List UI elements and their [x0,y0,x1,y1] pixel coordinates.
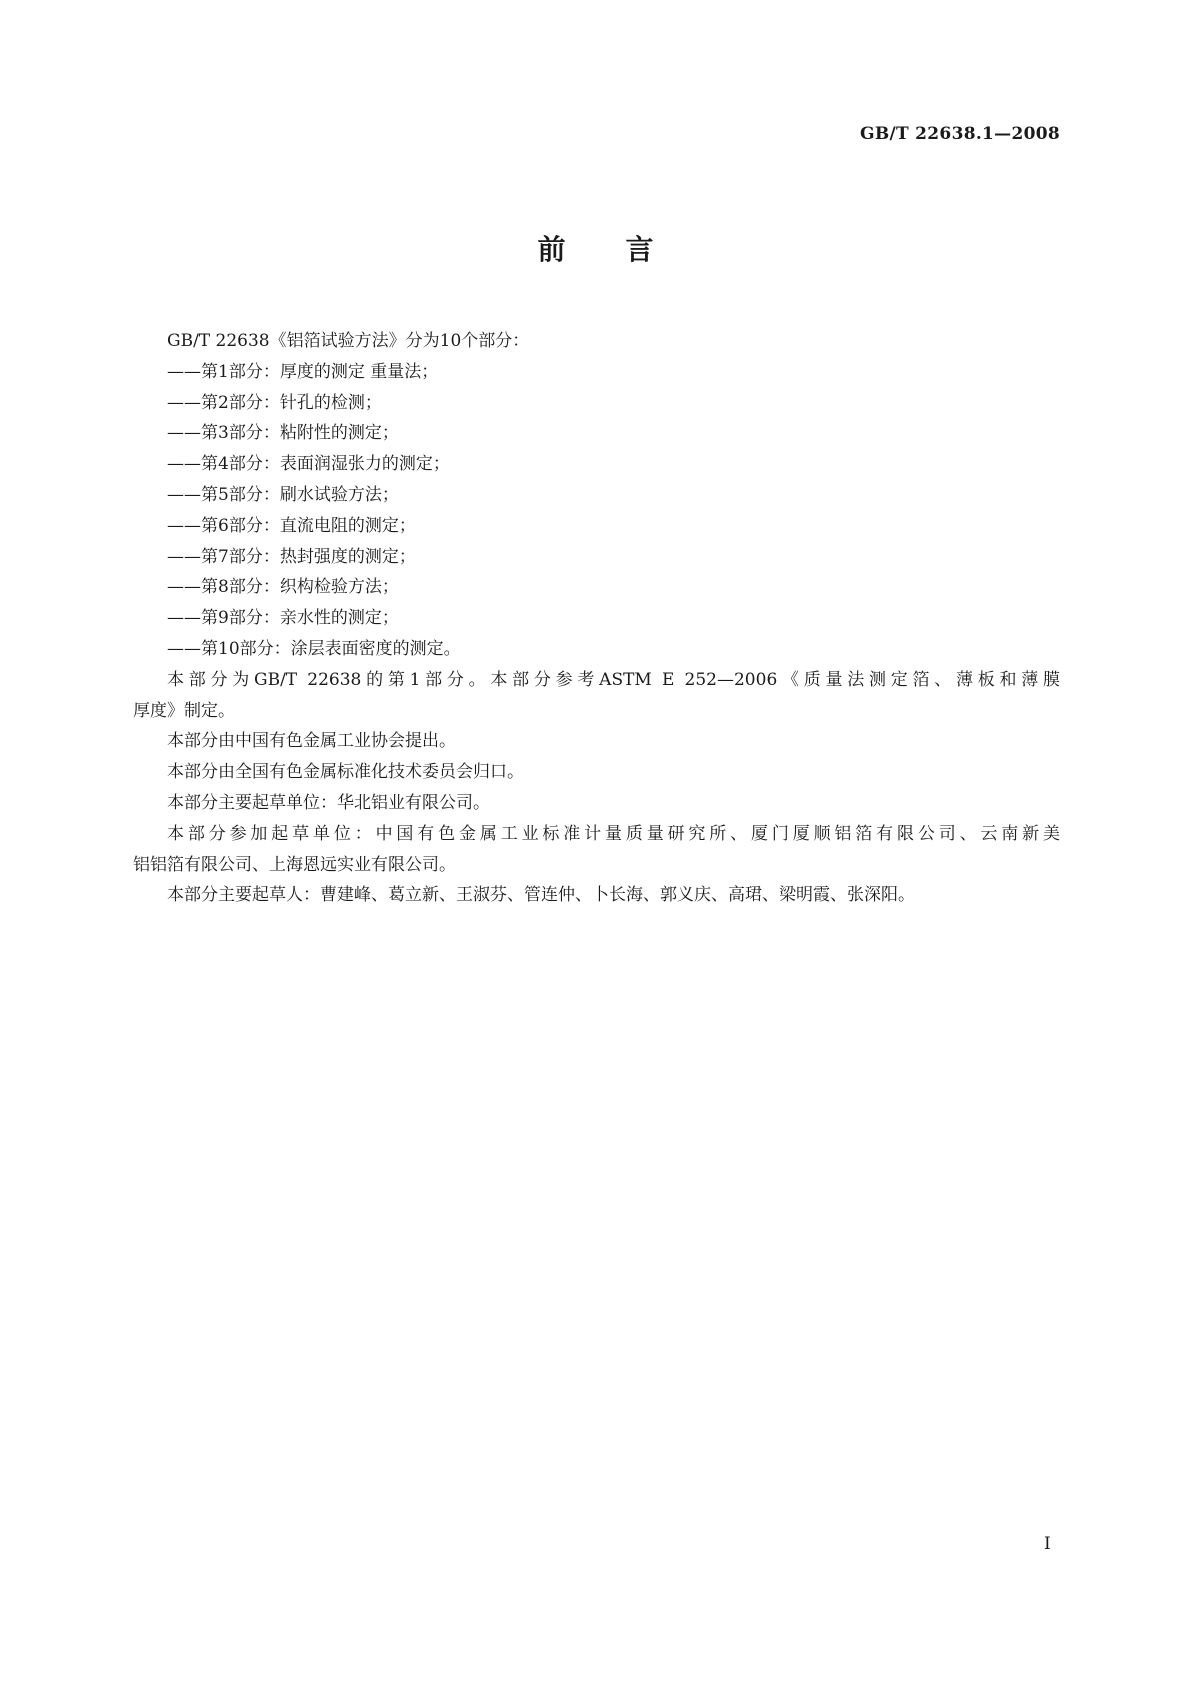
part-list-item: ——第10部分：涂层表面密度的测定。 [167,638,461,659]
part-list-item: ——第5部分：刷水试验方法； [167,484,399,505]
paragraph-line: 本部分由中国有色金属工业协会提出。 [167,731,456,752]
part-list-item: ——第6部分：直流电阻的测定； [167,515,416,536]
part-list-item: ——第7部分：热封强度的测定； [167,546,416,567]
part-list-item: ——第1部分：厚度的测定 重量法； [167,361,439,382]
paragraph-line: 本部分主要起草单位：华北铝业有限公司。 [167,792,490,813]
title-char: 言 [625,233,654,266]
part-list-item: ——第2部分：针孔的检测； [167,392,382,413]
title-char: 前 [537,233,566,266]
foreword-body [133,326,1060,911]
page-title [0,228,1191,268]
part-list-item: ——第9部分：亲水性的测定； [167,608,399,629]
part-list-item: ——第8部分：织构检验方法； [167,577,399,598]
part-list-item: ——第3部分：粘附性的测定； [167,423,399,444]
paragraph-line: 本部分为GB/T 22638的第1部分。本部分参考ASTM E 252—2006《质量法测定箔、薄板和薄膜 [167,669,1060,690]
part-list-item: ——第4部分：表面润湿张力的测定； [167,454,450,475]
page-number: I [1044,1534,1051,1554]
intro-paragraph: GB/T 22638《铝箔试验方法》分为10个部分： [167,331,530,351]
parts-list [133,357,1060,665]
standard-number-header: GB/T 22638.1—2008 [860,124,1060,144]
paragraph-line: 厚度》制定。 [133,700,235,721]
paragraph-line: 铝铝箔有限公司、上海恩远实业有限公司。 [133,854,456,875]
paragraphs [133,665,1060,911]
paragraph-line: 本部分主要起草人：曹建峰、葛立新、王淑芬、管连仲、卜长海、郭义庆、高珺、梁明霞、张深阳。 [167,885,915,906]
paragraph-line: 本部分参加起草单位：中国有色金属工业标准计量质量研究所、厦门厦顺铝箔有限公司、云南新美 [167,823,1060,844]
paragraph-line: 本部分由全国有色金属标准化技术委员会归口。 [167,762,524,783]
